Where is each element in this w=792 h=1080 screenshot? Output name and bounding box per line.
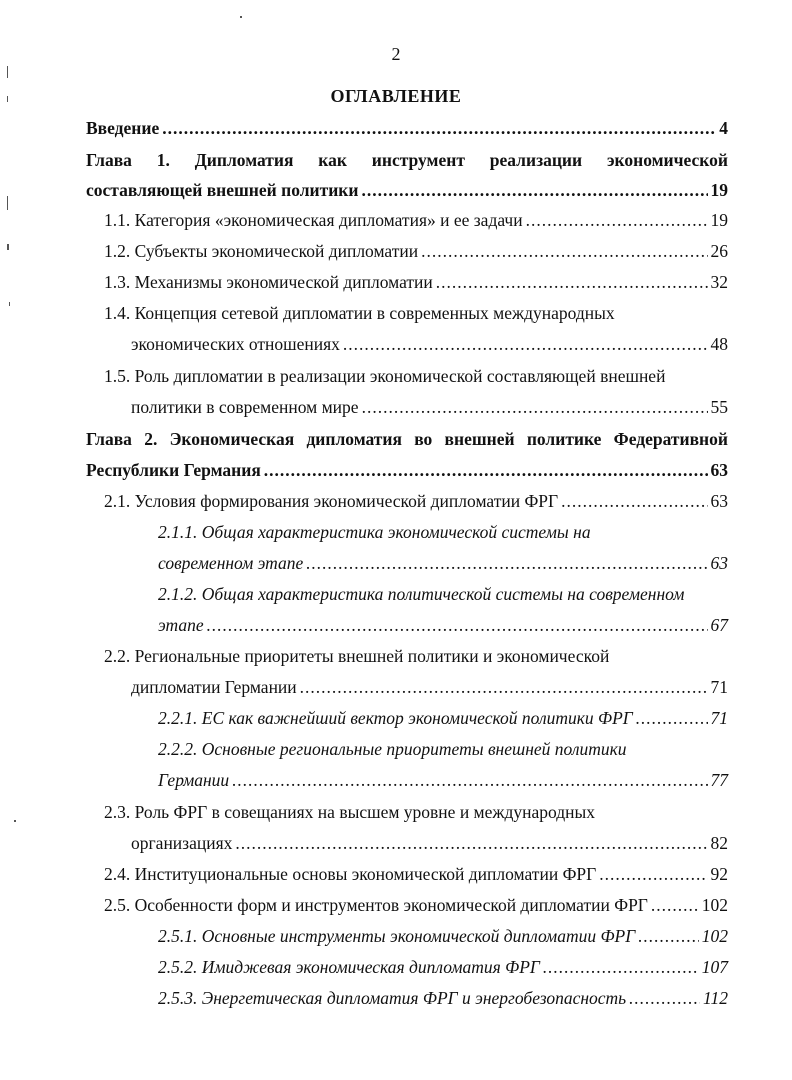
word: Экономическая <box>169 429 295 449</box>
toc-page: 92 <box>710 864 728 884</box>
toc-subsection-2-1-2-line2[interactable] <box>158 613 728 637</box>
toc-subsection-2-2-2-line1[interactable]: 2.2.2. Основные региональные приоритеты внешней политики <box>158 739 627 759</box>
word: как <box>318 150 347 170</box>
leader-dots <box>264 458 708 482</box>
scan-speck <box>7 244 9 250</box>
toc-page: 71 <box>710 677 728 697</box>
toc-label: 1.3. Механизмы экономической дипломатии <box>104 272 433 292</box>
toc-subsection-2-2-2-line2[interactable] <box>158 768 728 792</box>
toc-page: 4 <box>719 118 728 138</box>
leader-dots <box>300 675 708 699</box>
toc-subsection-2-2-1[interactable] <box>158 706 728 730</box>
word: 2. <box>144 429 158 449</box>
word: экономической <box>606 150 728 170</box>
word: Глава <box>86 150 132 170</box>
page-title: ОГЛАВЛЕНИЕ <box>330 86 462 106</box>
toc-label: 2.5.2. Имиджевая экономическая дипломатия ФРГ <box>158 957 540 977</box>
leader-dots <box>421 239 707 263</box>
leader-dots <box>232 768 707 792</box>
toc-label: составляющей внешней политики <box>86 180 359 200</box>
toc-page: 63 <box>710 491 728 511</box>
toc-label: 1.2. Субъекты экономической дипломатии <box>104 241 419 261</box>
toc-page: 26 <box>710 241 728 261</box>
leader-dots <box>362 395 708 419</box>
toc-label: 2.4. Институциональные основы экономической дипломатии ФРГ <box>104 864 597 884</box>
toc-entry-intro[interactable] <box>86 116 728 140</box>
toc-label: экономических отношениях <box>131 334 340 354</box>
toc-label: Введение <box>86 118 160 138</box>
toc-section-2-3-line1[interactable]: 2.3. Роль ФРГ в совещаниях на высшем уровне и международных <box>104 802 596 822</box>
toc-subsection-2-1-1-line2[interactable] <box>158 551 728 575</box>
toc-page: 77 <box>710 770 728 790</box>
toc-page: 48 <box>710 334 728 354</box>
toc-subsection-2-1-2-line1[interactable]: 2.1.2. Общая характеристика политической системы на современном <box>158 584 685 604</box>
toc-label: 2.5.1. Основные инструменты экономической дипломатии ФРГ <box>158 926 636 946</box>
word: реализации <box>489 150 583 170</box>
leader-dots <box>651 893 699 917</box>
toc-subsection-2-5-3[interactable] <box>158 986 728 1010</box>
toc-section-2-4[interactable] <box>104 862 728 886</box>
toc-label: 2.5.3. Энергетическая дипломатия ФРГ и энергобезопасность <box>158 988 627 1008</box>
toc-section-1-2[interactable] <box>104 239 728 263</box>
word: Глава <box>86 429 132 449</box>
word: инструмент <box>371 150 465 170</box>
toc-section-2-1[interactable] <box>104 489 728 513</box>
toc-page: 63 <box>710 460 728 480</box>
leader-dots <box>306 551 707 575</box>
scan-speck <box>7 96 8 102</box>
leader-dots <box>235 831 707 855</box>
toc-section-2-5[interactable] <box>104 893 728 917</box>
toc-page: 71 <box>710 708 728 728</box>
leader-dots <box>526 208 708 232</box>
leader-dots <box>436 270 708 294</box>
toc-page: 32 <box>710 272 728 292</box>
toc-section-1-3[interactable] <box>104 270 728 294</box>
scan-speck <box>7 196 8 210</box>
toc-chapter-1-line1[interactable] <box>86 148 728 172</box>
scan-speck <box>9 302 10 306</box>
toc-section-2-2-line1[interactable]: 2.2. Региональные приоритеты внешней политики и экономической <box>104 646 610 666</box>
word: дипломатия <box>306 429 402 449</box>
toc-section-1-4-line2[interactable] <box>131 332 728 356</box>
word: Дипломатия <box>194 150 294 170</box>
toc-label: организациях <box>131 833 233 853</box>
toc-label: дипломатии Германии <box>131 677 297 697</box>
toc-page: 102 <box>701 895 728 915</box>
toc-section-1-1[interactable] <box>104 208 728 232</box>
toc-label: современном этапе <box>158 553 304 573</box>
toc-label: 2.2.1. ЕС как важнейший вектор экономической политики ФРГ <box>158 708 633 728</box>
toc-subsection-2-1-1-line1[interactable]: 2.1.1. Общая характеристика экономической системы на <box>158 522 591 542</box>
word: Федеративной <box>613 429 728 449</box>
toc-page: 63 <box>710 553 728 573</box>
leader-dots <box>361 178 707 202</box>
leader-dots <box>638 924 699 948</box>
scan-speck <box>240 16 242 18</box>
toc-section-1-5-line1[interactable]: 1.5. Роль дипломатии в реализации экономической составляющей внешней <box>104 366 666 386</box>
toc-section-1-5-line2[interactable] <box>131 395 728 419</box>
toc-label: Республики Германия <box>86 460 261 480</box>
toc-subsection-2-5-2[interactable] <box>158 955 728 979</box>
toc-section-1-4-line1[interactable]: 1.4. Концепция сетевой дипломатии в современных международных <box>104 303 615 323</box>
toc-page: 107 <box>701 957 728 977</box>
toc-chapter-2-line1[interactable] <box>86 427 728 451</box>
toc-label: 1.1. Категория «экономическая дипломатия» и ее задачи <box>104 210 523 230</box>
toc-section-2-3-line2[interactable] <box>131 831 728 855</box>
leader-dots <box>561 489 707 513</box>
toc-page: 19 <box>710 180 728 200</box>
leader-dots <box>543 955 699 979</box>
scan-speck <box>14 820 16 822</box>
leader-dots <box>599 862 707 886</box>
toc-page: 67 <box>710 615 728 635</box>
toc-label: Германии <box>158 770 230 790</box>
word: политике <box>526 429 602 449</box>
leader-dots <box>162 116 716 140</box>
toc-chapter-1-line2[interactable] <box>86 178 728 202</box>
toc-label: этапе <box>158 615 204 635</box>
scan-speck <box>7 66 8 78</box>
toc-label: 2.1. Условия формирования экономической дипломатии ФРГ <box>104 491 559 511</box>
word: 1. <box>156 150 170 170</box>
toc-chapter-2-line2[interactable] <box>86 458 728 482</box>
toc-page: 55 <box>710 397 728 417</box>
toc-page: 19 <box>710 210 728 230</box>
word: внешней <box>444 429 515 449</box>
toc-label: 2.5. Особенности форм и инструментов экономической дипломатии ФРГ <box>104 895 648 915</box>
toc-page: 102 <box>701 926 728 946</box>
page-number: 2 <box>391 44 401 64</box>
leader-dots <box>343 332 708 356</box>
leader-dots <box>636 706 708 730</box>
toc-page: 82 <box>710 833 728 853</box>
leader-dots <box>629 986 700 1010</box>
toc-label: политики в современном мире <box>131 397 359 417</box>
leader-dots <box>207 613 708 637</box>
word: во <box>414 429 433 449</box>
toc-section-2-2-line2[interactable] <box>131 675 728 699</box>
toc-page: 112 <box>703 988 728 1008</box>
toc-subsection-2-5-1[interactable] <box>158 924 728 948</box>
